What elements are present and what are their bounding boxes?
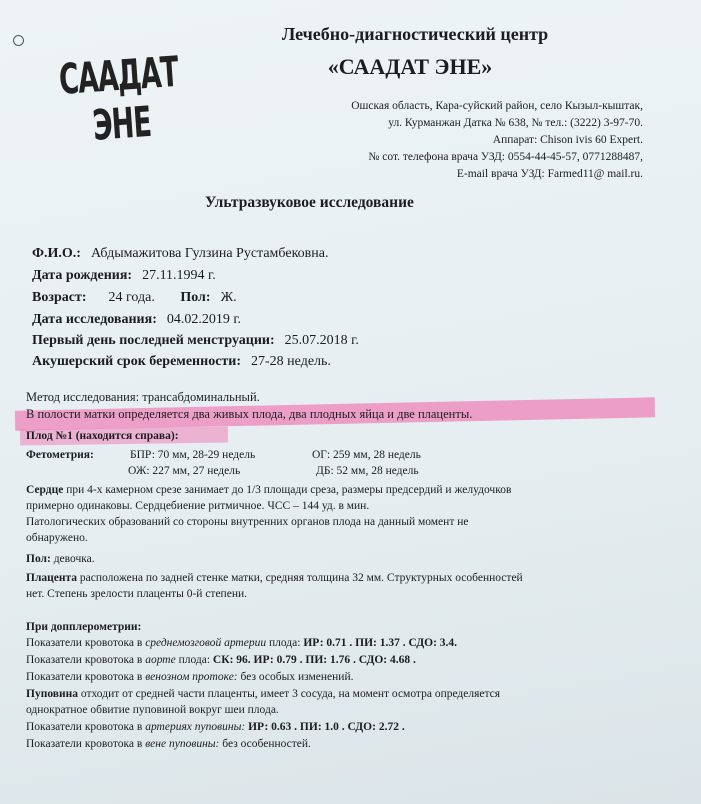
exam-date-row <box>32 312 241 328</box>
heart-line-1: Сердце при 4-х камерном срезе занимает до 1/3 площади среза, размеры предсердий и желудочков <box>26 484 512 496</box>
fetus-heading: Плод №1 (находится справа): <box>26 430 179 442</box>
heart-line-3: Патологических образований со стороны внутренних органов плода на данный момент не <box>26 516 469 528</box>
heart-line-2: примерно одинаковы. Сердцебиение ритмичное. ЧСС – 144 уд. в мин. <box>26 500 370 512</box>
header-line-2: «СААДАТ ЭНЕ» <box>327 54 493 79</box>
patient-name-row <box>32 246 328 262</box>
placenta-line-2: нет. Степень зрелости плаценты 0-й степени. <box>26 588 248 600</box>
doppler-heading: При допплерометрии: <box>26 621 142 633</box>
patient-name-label: Ф.И.О.: <box>32 246 81 261</box>
doppler-aorta: Показатели кровотока в аорте плода: СК: 96. ИР: 0.79 . ПИ: 1.76 . СДО: 4.68 . <box>26 654 416 666</box>
doppler-umbilical-vein: Показатели кровотока в вене пуповины: без особенностей. <box>26 738 311 750</box>
age-value: 24 года. <box>108 290 155 305</box>
address-line-3: Аппарат: Chison ivis 60 Expert. <box>492 134 643 146</box>
doppler-umbilical-artery: Показатели кровотока в артериях пуповины: ИР: 0.63 . ПИ: 1.0 . СДО: 2.72 . <box>26 721 405 733</box>
address-line-2: ул. Курманжан Датка № 638, № тел.: (3222) 3-97-70. <box>388 117 643 129</box>
placenta-line-1: Плацента расположена по задней стенке матки, средняя толщина 32 мм. Структурных особенностей <box>26 572 523 584</box>
exam-date-value: 04.02.2019 г. <box>166 312 242 327</box>
sex-label: Пол: <box>180 290 211 305</box>
age-label: Возраст: <box>32 290 87 305</box>
gestational-age-row <box>32 354 331 370</box>
document-title: Ультразвуковое исследование <box>205 194 414 211</box>
lmp-value: 25.07.2018 г. <box>284 333 359 348</box>
method-line: Метод исследования: трансабдоминальный. <box>26 390 260 404</box>
exam-date-label: Дата исследования: <box>32 312 157 327</box>
sex-value: Ж. <box>220 290 237 305</box>
cord-line-2: однократное обвитие пуповиной вокруг шеи плода. <box>26 704 279 716</box>
fetometry-db: ДБ: 52 мм, 28 недель <box>316 465 419 477</box>
fetometry-oz: ОЖ: 227 мм, 27 недель <box>128 465 241 477</box>
lmp-row <box>32 333 359 349</box>
header-line-1: Лечебно-диагностический центр <box>281 24 549 44</box>
clinic-logo: СААДАТ ЭНЕ <box>57 48 180 151</box>
fetometry-og: ОГ: 259 мм, 28 недель <box>312 449 421 461</box>
address-line-1: Ошская область, Кара-суйский район, село Кызыл-кыштак, <box>351 100 643 112</box>
finding-line: В полости матки определяется два живых плода, два плодных яйца и две плаценты. <box>26 407 473 421</box>
fetometry-bpr: БПР: 70 мм, 28-29 недель <box>130 449 256 461</box>
gestational-age-value: 27-28 недель. <box>251 354 331 369</box>
fetometry-label: Фетометрия: <box>26 449 94 461</box>
cord-line-1: Пуповина отходит от средней части плаценты, имеет 3 сосуда, на момент осмотра определяется <box>26 688 501 700</box>
doppler-mca: Показатели кровотока в среднемозговой артерии плода: ИР: 0.71 . ПИ: 1.37 . СДО: 3.4. <box>26 637 458 649</box>
sex-line: Пол: девочка. <box>26 553 95 565</box>
patient-name: Абдымажитова Гулзина Рустамбековна. <box>90 246 329 261</box>
punch-hole <box>13 35 24 46</box>
lmp-label: Первый день последней менструации: <box>32 333 275 348</box>
dob-row <box>32 268 216 284</box>
address-line-5: E-mail врача УЗД: Farmed11@ mail.ru. <box>456 168 643 180</box>
doppler-ductus: Показатели кровотока в венозном протоке: без особых изменений. <box>26 671 354 683</box>
address-line-4: № сот. телефона врача УЗД: 0554-44-45-57, 0771288487, <box>368 151 643 163</box>
heart-line-4: обнаружено. <box>26 532 88 544</box>
dob-value: 27.11.1994 г. <box>142 268 216 283</box>
gestational-age-label: Акушерский срок беременности: <box>32 354 242 369</box>
dob-label: Дата рождения: <box>32 268 133 283</box>
age-row <box>32 290 237 306</box>
